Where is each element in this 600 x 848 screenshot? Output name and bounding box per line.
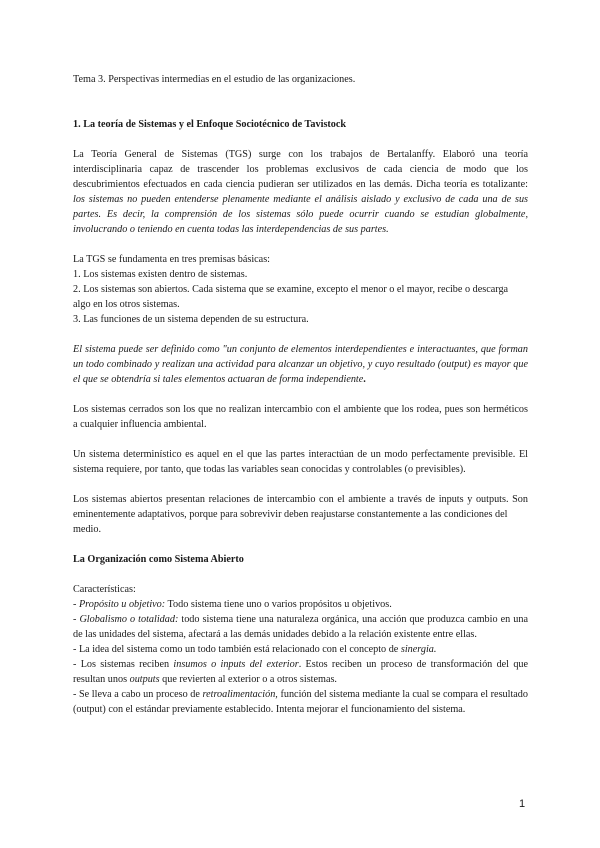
- list-item: - Globalismo o totalidad: todo sistema tiene una naturaleza orgánica, una acción que produzca cambio en una de las unidades del sistema, afectará a las demás unidades debido a la relación existente entre ellas.: [73, 614, 528, 640]
- premises-intro: La TGS se fundamenta en tres premisas básicas:: [73, 254, 270, 265]
- characteristics-intro: Características:: [73, 584, 136, 595]
- premise-3: 3. Las funciones de un sistema dependen de su estructura.: [73, 314, 309, 325]
- definition-end: .: [363, 374, 366, 385]
- section2-heading: La Organización como Sistema Abierto: [73, 554, 244, 565]
- tgs-text: La Teoría General de Sistemas (TGS) surge con los trabajos de Bertalanffy. Elaboró una teoría interdisciplinaria capaz de trascender los problemas exclusivos de cada ciencia de modo que los descubrimientos efectuados en cada ciencia pudieran ser utilizados en las demás. Dicha teoría es totalizante:: [73, 149, 528, 190]
- tgs-paragraph: [73, 147, 528, 237]
- document-page: [73, 72, 528, 717]
- system-definition: [73, 342, 528, 387]
- list-item: - Se lleva a cabo un proceso de retroalimentación, función del sistema mediante la cual se compara el resultado (output) con el estándar previamente establecido. Intenta mejorar el funcionamiento del sistema.: [73, 689, 528, 715]
- tgs-italic-text: los sistemas no pueden entenderse plenamente mediante el análisis aislado y exclusivo de cada una de sus partes. Es decir, la comprensión de los sistemas sólo puede ocurrir cuando se estudian globalmente, involucrando o teniendo en cuenta todas las interdependencias de sus partes.: [73, 194, 528, 235]
- page-number: 1: [519, 798, 526, 810]
- closed-systems-paragraph: Los sistemas cerrados son los que no realizan intercambio con el ambiente que los rodea, pues son herméticos a cualquier influencia ambiental.: [73, 404, 528, 430]
- open-systems-paragraph: Los sistemas abiertos presentan relaciones de intercambio con el ambiente a través de inputs y outputs. Son eminentemente adaptativos, porque para sobrevivir deben reajustarse constantemente a las condiciones del: [73, 494, 528, 520]
- deterministic-paragraph: Un sistema determinístico es aquel en el que las partes interactúan de un modo perfectamente previsible. El sistema requiere, por tanto, que todas las variables sean conocidas y controlables (o previsibles).: [73, 449, 528, 475]
- list-item: - Los sistemas reciben insumos o inputs del exterior. Estos reciben un proceso de transformación del que resultan unos outputs que revierten al exterior o a otros sistemas.: [73, 659, 529, 685]
- section1-heading: 1. La teoría de Sistemas y el Enfoque Sociotécnico de Tavistock: [73, 119, 347, 130]
- top-title: Tema 3. Perspectivas intermedias en el estudio de las organizaciones.: [73, 74, 356, 85]
- premise-2: 2. Los sistemas son abiertos. Cada sistema que se examine, excepto el menor o el mayor, recibe o descarga algo en los otros sistemas.: [73, 284, 509, 310]
- definition-text: El sistema puede ser definido como "un conjunto de elementos interdependientes e interactuantes, que forman un todo combinado y realizan una actividad para alcanzar un objetivo, y cuyo resultado (output) es mayor que el que se obtendría si tales elementos actuaran de forma independiente: [73, 344, 528, 385]
- premise-1: 1. Los sistemas existen dentro de sistemas.: [73, 269, 248, 280]
- list-item: - La idea del sistema como un todo también está relacionado con el concepto de sinergia.: [73, 644, 437, 655]
- list-item: - Propósito u objetivo: Todo sistema tiene uno o varios propósitos u objetivos.: [73, 599, 392, 610]
- open-systems-tail: medio.: [73, 524, 102, 535]
